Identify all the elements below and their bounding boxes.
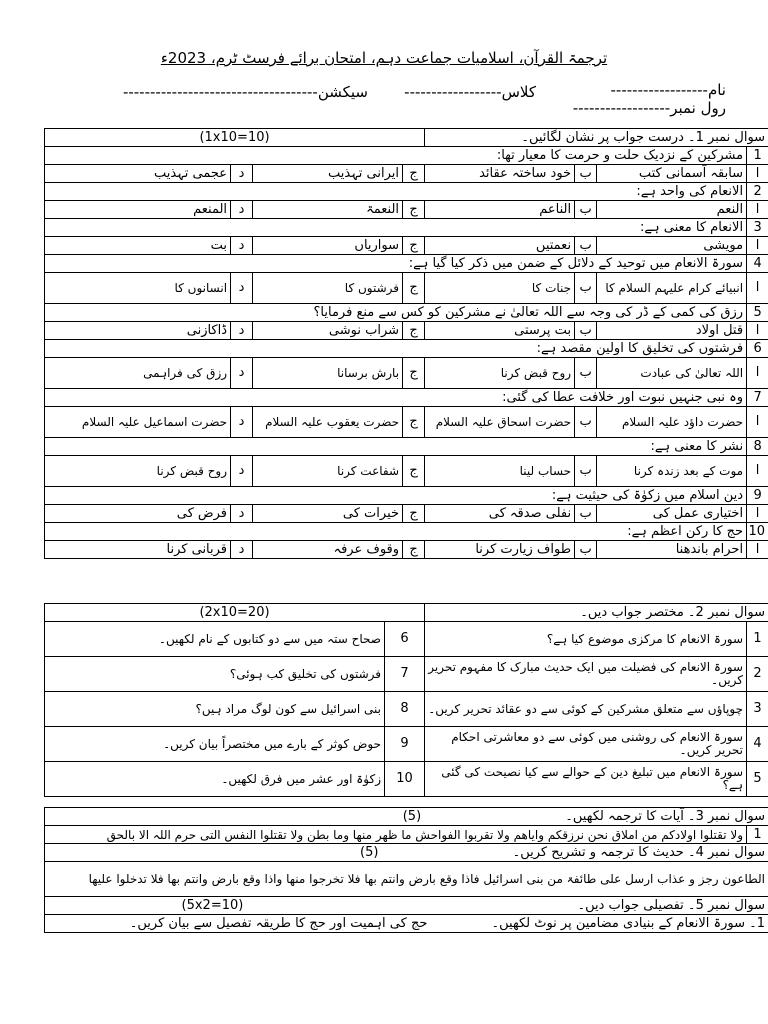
option-letter: د [231,201,253,219]
name-blank: ------------------ [610,81,708,99]
q1-options-row [45,505,768,523]
question-number: 8 [747,438,768,456]
q4-marks: (5) [360,844,379,860]
option-text: بت [45,237,231,255]
option-letter: ا [747,407,768,438]
q1-options-row [45,201,768,219]
name-field [611,82,726,98]
q1-options-row [45,541,768,559]
q1-options-row [45,273,768,304]
option-letter: ج [403,407,425,438]
option-text: سواریاں [253,237,403,255]
q2-table [44,603,768,797]
option-letter: ا [747,541,768,559]
option-letter: ا [747,358,768,389]
question-text: سورۃ الانعام کا مرکزی موضوع کیا ہے؟ [425,622,747,657]
option-text: قربانی کرنا [45,541,231,559]
option-text: جنات کا [425,273,575,304]
option-text: شفاعت کرنا [253,456,403,487]
q1-question-row [45,487,768,505]
q1-question-row [45,389,768,407]
option-letter: ا [747,165,768,183]
option-text: احرام باندھنا [597,541,747,559]
q1-question-row [45,255,768,273]
question-text: رزق کی کمی کے ڈر کی وجہ سے اللہ تعالیٰ نے مشرکین کو کس سے منع فرمایا؟ [45,304,747,322]
question-number: 6 [385,622,425,657]
option-text: روح قبض کرنا [45,456,231,487]
question-text: حج کا رکن اعظم ہے: [45,523,747,541]
name-label: نام [707,81,726,99]
q1-question-row [45,183,768,201]
question-text: بنی اسرائیل سے کون لوگ مراد ہیں؟ [45,692,385,727]
option-text: مویشی [597,237,747,255]
option-letter: ا [747,237,768,255]
option-text: روح قبض کرنا [425,358,575,389]
option-text: انسانوں کا [45,273,231,304]
q4-row [45,862,768,897]
question-text: فرشتوں کی تخلیق کب ہوئی؟ [45,657,385,692]
q5-heading: سوال نمبر 5۔ تفصیلی جواب دیں۔ [577,897,766,913]
option-letter: ج [403,322,425,340]
option-letter: ا [747,201,768,219]
option-letter: د [231,358,253,389]
option-text: خود ساختہ عقائد [425,165,575,183]
question-text: دین اسلام میں زکوٰۃ کی حیثیت ہے: [45,487,747,505]
option-letter: ب [575,505,597,523]
q3-marks: (5) [402,808,422,824]
q5-cell [45,915,768,933]
option-text: نعمتیں [425,237,575,255]
question-text: صحاح ستہ میں سے دو کتابوں کے نام لکھیں۔ [45,622,385,657]
option-text: نفلی صدقہ کی [425,505,575,523]
option-letter: ب [575,541,597,559]
q4-heading-row [45,844,768,862]
option-text: حضرت اسحاق علیہ السلام [425,407,575,438]
option-letter: ا [747,505,768,523]
option-text: ایرانی تہذیب [253,165,403,183]
exam-title-text: ترجمۃ القرآن، اسلامیات جماعت دہم، امتحان برائے فرسٹ ٹرم، 2023ء [160,49,608,67]
class-label: کلاس [501,83,536,101]
question-number: 8 [385,692,425,727]
roll-blank: ------------------ [572,99,671,117]
question-text: نشر کا معنی ہے: [45,438,747,456]
option-text: رزق کی فراہمی [45,358,231,389]
option-letter: ج [403,456,425,487]
question-number: 9 [385,727,425,762]
option-text: حضرت داؤد علیہ السلام [597,407,747,438]
q5-heading-cell [45,897,768,915]
q1-options-row [45,407,768,438]
option-text: طواف زیارت کرنا [425,541,575,559]
section-blank-2: ------------------ [122,83,221,101]
q1-question-row [45,340,768,358]
option-letter: د [231,273,253,304]
option-text: عجمی تہذیب [45,165,231,183]
option-letter: ا [747,273,768,304]
question-text: الانعام کی واحد ہے: [45,183,747,201]
option-text: حضرت اسماعیل علیہ السلام [45,407,231,438]
q2-marks: (2x10=20) [45,604,425,622]
q5-q2: حج کی اہمیت اور حج کا طریقہ تفصیل سے بیان کریں۔ [129,915,428,931]
option-letter: د [231,456,253,487]
option-letter: ب [575,407,597,438]
q345-table [44,807,768,933]
option-letter: ج [403,237,425,255]
question-text: سورۃ الانعام میں توحید کے دلائل کے ضمن میں ذکر کیا گیا ہے: [45,255,747,273]
question-text: الانعام کا معنی ہے: [45,219,747,237]
option-text: خیرات کی [253,505,403,523]
q1-question-row [45,523,768,541]
q5-marks: (5x2=10) [181,897,244,913]
option-text: حضرت یعقوب علیہ السلام [253,407,403,438]
section-label: سیکشن [317,83,368,101]
option-text: اختیاری عمل کی [597,505,747,523]
q3-row [45,826,768,844]
option-text: فرشتوں کا [253,273,403,304]
option-text: حساب لینا [425,456,575,487]
q2-row [45,762,768,797]
option-letter: ج [403,505,425,523]
q1-options-row [45,237,768,255]
option-letter: ب [575,273,597,304]
question-text: چوپاؤں سے متعلق مشرکین کے کوئی سے دو عقائد تحریر کریں۔ [425,692,747,727]
option-letter: د [231,407,253,438]
question-number: 3 [747,219,768,237]
q1-heading-row [45,129,768,147]
q1-question-row [45,304,768,322]
q1-options-row [45,456,768,487]
question-number: 3 [747,692,768,727]
option-text: انبیائے کرام علیہم السلام کا [597,273,747,304]
roll-label: رول نمبر [670,99,726,117]
question-number: 4 [747,727,768,762]
option-text: النعم [597,201,747,219]
q2-heading-row [45,604,768,622]
q1-question-row [45,147,768,165]
question-number: 1 [747,147,768,165]
option-letter: ج [403,165,425,183]
question-text: سورۃ الانعام کی فضیلت میں ایک حدیث مبارک کا مفہوم تحریر کریں۔ [425,657,747,692]
q4-heading: سوال نمبر 4۔ حدیث کا ترجمہ و تشریح کریں۔ [512,844,766,860]
question-number: 9 [747,487,768,505]
option-text: اللہ تعالیٰ کی عبادت [597,358,747,389]
q2-row [45,692,768,727]
q1-table [44,128,768,559]
option-text: النعمۃ [253,201,403,219]
q1-options-row [45,358,768,389]
roll-field [573,100,726,116]
option-letter: ج [403,201,425,219]
option-letter: ا [747,322,768,340]
option-letter: ب [575,456,597,487]
q1-heading: سوال نمبر 1۔ درست جواب پر نشان لگائیں۔ [425,129,768,147]
q1-marks: (1x10=10) [45,129,425,147]
option-letter: د [231,505,253,523]
question-text: سورۃ الانعام کی روشنی میں کوئی سے دو معاشرتی احکام تحریر کریں۔ [425,727,747,762]
class-blank: ------------------ [404,83,502,101]
option-letter: ب [575,165,597,183]
option-letter: ج [403,273,425,304]
q5-heading-row [45,897,768,915]
option-letter: ب [575,237,597,255]
question-text: سورۃ الانعام میں تبلیغ دین کے حوالے سے کیا نصیحت کی گئی ہے؟ [425,762,747,797]
question-number: 10 [385,762,425,797]
option-letter: ج [403,358,425,389]
exam-title [0,50,768,66]
q3-text: ولا تقتلوا اولادکم من املاق نحن نرزقکم وایاھم ولا تقربوا الفواحش ما ظھر منھا وما بطن ولا تقتلوا النفس التی حرم اللہ الا بالحق [45,826,747,844]
option-letter: ا [747,456,768,487]
q4-text: الطاعون رجز و عذاب ارسل علی طائفۃ من بنی اسرائیل فاذا وقع بارض وانتم بھا فلا تخرجوا منھا واذا وقع بارض وانتم بھا فلا تدخلوا علیھا [45,862,768,897]
class-field [404,84,536,100]
option-text: فرض کی [45,505,231,523]
option-text: شراب نوشی [253,322,403,340]
q3-heading-cell [45,808,768,826]
q3-heading: سوال نمبر 3۔ آیات کا ترجمہ لکھیں۔ [565,808,766,824]
q1-question-row [45,438,768,456]
q5-row [45,915,768,933]
section-blank: ------------------ [220,83,318,101]
option-letter: د [231,237,253,255]
q1-options-row [45,165,768,183]
question-number: 2 [747,657,768,692]
question-number: 7 [747,389,768,407]
option-text: بارش برسانا [253,358,403,389]
q2-row [45,622,768,657]
question-number: 5 [747,304,768,322]
q3-heading-row [45,808,768,826]
question-text: فرشتوں کی تخلیق کا اولین مقصد ہے: [45,340,747,358]
option-text: سابقہ آسمانی کتب [597,165,747,183]
option-text: قتل اولاد [597,322,747,340]
question-number: 7 [385,657,425,692]
question-text: وہ نبی جنہیں نبوت اور خلافت عطا کی گئی: [45,389,747,407]
question-text: حوض کوثر کے بارے میں مختصراً بیان کریں۔ [45,727,385,762]
option-letter: ب [575,358,597,389]
option-letter: ج [403,541,425,559]
option-letter: د [231,165,253,183]
question-number: 6 [747,340,768,358]
question-text: زکوٰۃ اور عشر میں فرق لکھیں۔ [45,762,385,797]
q2-row [45,657,768,692]
q4-heading-cell [45,844,768,862]
q5-q1: 1۔ سورۃ الانعام کے بنیادی مضامین پر نوٹ لکھیں۔ [491,915,766,931]
question-number: 5 [747,762,768,797]
option-text: ڈاکازنی [45,322,231,340]
q1-options-row [45,322,768,340]
question-number: 10 [747,523,768,541]
option-letter: ب [575,322,597,340]
q3-num: 1 [747,826,768,844]
option-letter: ب [575,201,597,219]
section-field [123,84,368,100]
q2-row [45,727,768,762]
question-text: مشرکین کے نزدیک حلت و حرمت کا معیار تھا: [45,147,747,165]
option-letter: د [231,541,253,559]
option-letter: د [231,322,253,340]
q1-question-row [45,219,768,237]
option-text: الناعم [425,201,575,219]
question-number: 4 [747,255,768,273]
q2-heading: سوال نمبر 2۔ مختصر جواب دیں۔ [425,604,768,622]
question-number: 2 [747,183,768,201]
option-text: موت کے بعد زندہ کرنا [597,456,747,487]
option-text: بت پرستی [425,322,575,340]
question-number: 1 [747,622,768,657]
option-text: وقوف عرفہ [253,541,403,559]
option-text: المنعم [45,201,231,219]
